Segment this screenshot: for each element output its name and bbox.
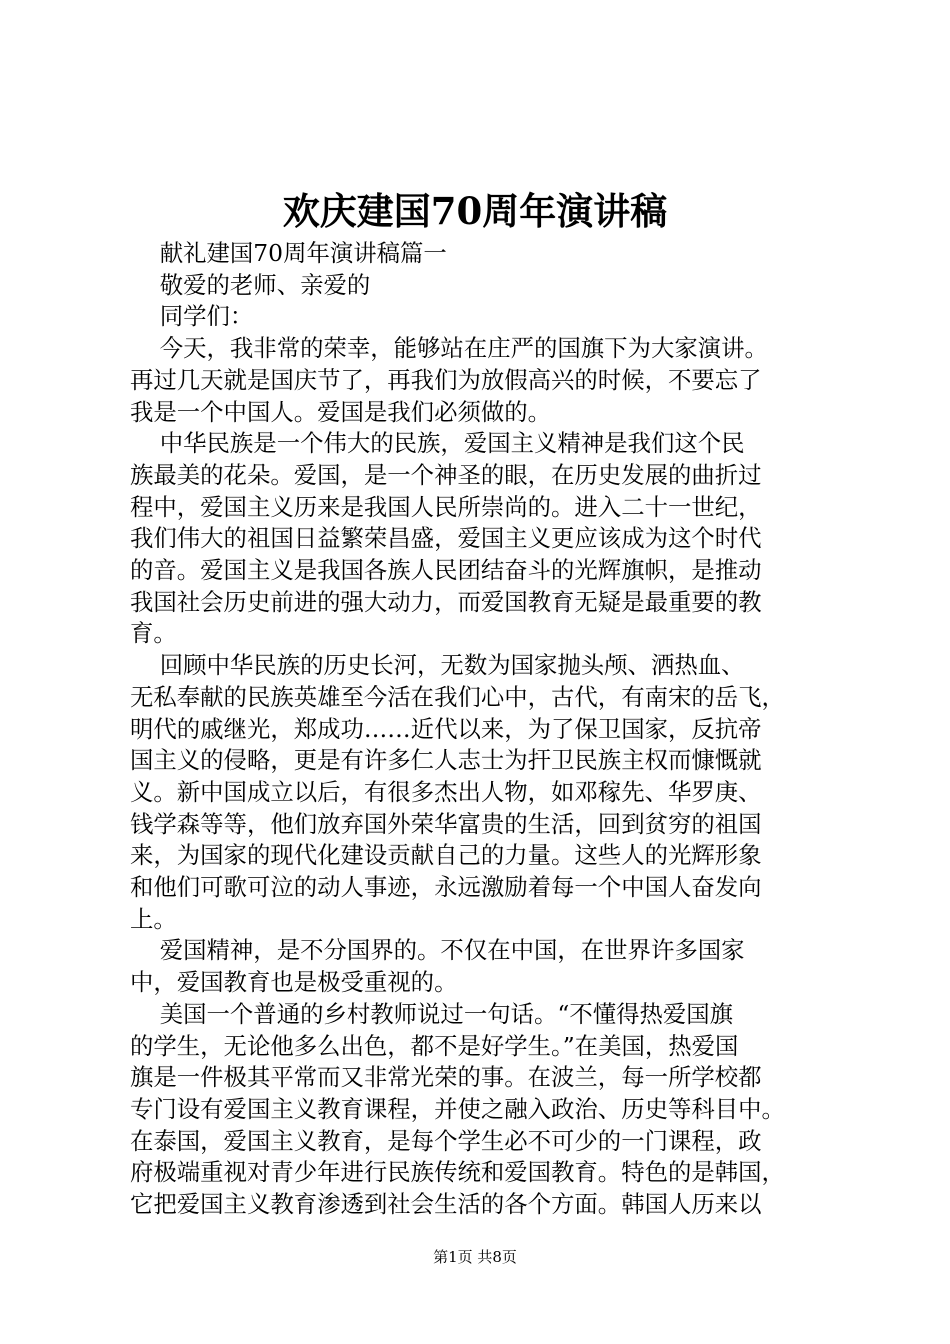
text-line: 族最美的花朵。爱国，是一个神圣的眼，在历史发展的曲折过 (130, 460, 762, 489)
text-line: 来，为国家的现代化建设贡献自己的力量。这些人的光辉形象 (130, 841, 762, 870)
text-line: 专门设有爱国主义教育课程，并使之融入政治、历史等科目中。 (130, 1094, 785, 1123)
text-line: 美国一个普通的乡村教师说过一句话。“不懂得热爱国旗 (130, 999, 734, 1028)
text-line: 中华民族是一个伟大的民族，爱国主义精神是我们这个民 (130, 429, 745, 458)
text-line: 上。 (130, 904, 177, 933)
text-line: 中，爱国教育也是极受重视的。 (130, 968, 458, 997)
document-body (130, 238, 842, 1221)
text-line: 它把爱国主义教育渗透到社会生活的各个方面。韩国人历来以 (130, 1190, 762, 1219)
text-line: 我是一个中国人。爱国是我们必须做的。 (130, 397, 552, 426)
text-line: 我国社会历史前进的强大动力，而爱国教育无疑是最重要的教 (130, 587, 762, 616)
text-line: 回顾中华民族的历史长河，无数为国家抛头颅、洒热血、 (130, 651, 745, 680)
text-line: 的音。爱国主义是我国各族人民团结奋斗的光辉旗帜，是推动 (130, 556, 762, 585)
text-line: 府极端重视对青少年进行民族传统和爱国教育。特色的是韩国， (130, 1158, 785, 1187)
text-line: 明代的戚继光，郑成功……近代以来，为了保卫国家，反抗帝 (130, 714, 762, 743)
text-line: 和他们可歌可泣的动人事迹，永远激励着每一个中国人奋发向 (130, 873, 762, 902)
text-line: 同学们： (130, 302, 254, 331)
text-line: 国主义的侵略，更是有许多仁人志士为扞卫民族主权而慷慨就 (130, 746, 762, 775)
text-line: 再过几天就是国庆节了，再我们为放假高兴的时候，不要忘了 (130, 365, 762, 394)
text-line: 无私奉献的民族英雄至今活在我们心中，古代，有南宋的岳飞， (130, 682, 785, 711)
text-line: 程中，爱国主义历来是我国人民所崇尚的。进入二十一世纪， (130, 492, 762, 521)
text-line: 我们伟大的祖国日益繁荣昌盛，爱国主义更应该成为这个时代 (130, 524, 762, 553)
text-line: 育。 (130, 619, 177, 648)
text-line: 义。新中国成立以后，有很多杰出人物，如邓稼先、华罗庚、 (130, 777, 762, 806)
text-line: 在泰国，爱国主义教育，是每个学生必不可少的一门课程，政 (130, 1126, 762, 1155)
text-line: 旗是一件极其平常而又非常光荣的事。在波兰，每一所学校都 (130, 1063, 762, 1092)
page-footer: 第1页 共8页 (433, 1248, 517, 1266)
document-title: 欢庆建国70周年演讲稿 (282, 189, 668, 233)
text-line: 献礼建国70周年演讲稿篇一 (130, 239, 447, 267)
text-line: 今天，我非常的荣幸，能够站在庄严的国旗下为大家演讲。 (130, 334, 768, 363)
text-line: 爱国精神，是不分国界的。不仅在中国，在世界许多国家 (130, 936, 745, 965)
text-line: 钱学森等等，他们放弃国外荣华富贵的生活，回到贫穷的祖国 (130, 809, 762, 838)
text-line: 敬爱的老师、亲爱的 (130, 270, 371, 299)
text-line: 的学生，无论他多么出色，都不是好学生。”在美国，热爱国 (130, 1031, 739, 1060)
